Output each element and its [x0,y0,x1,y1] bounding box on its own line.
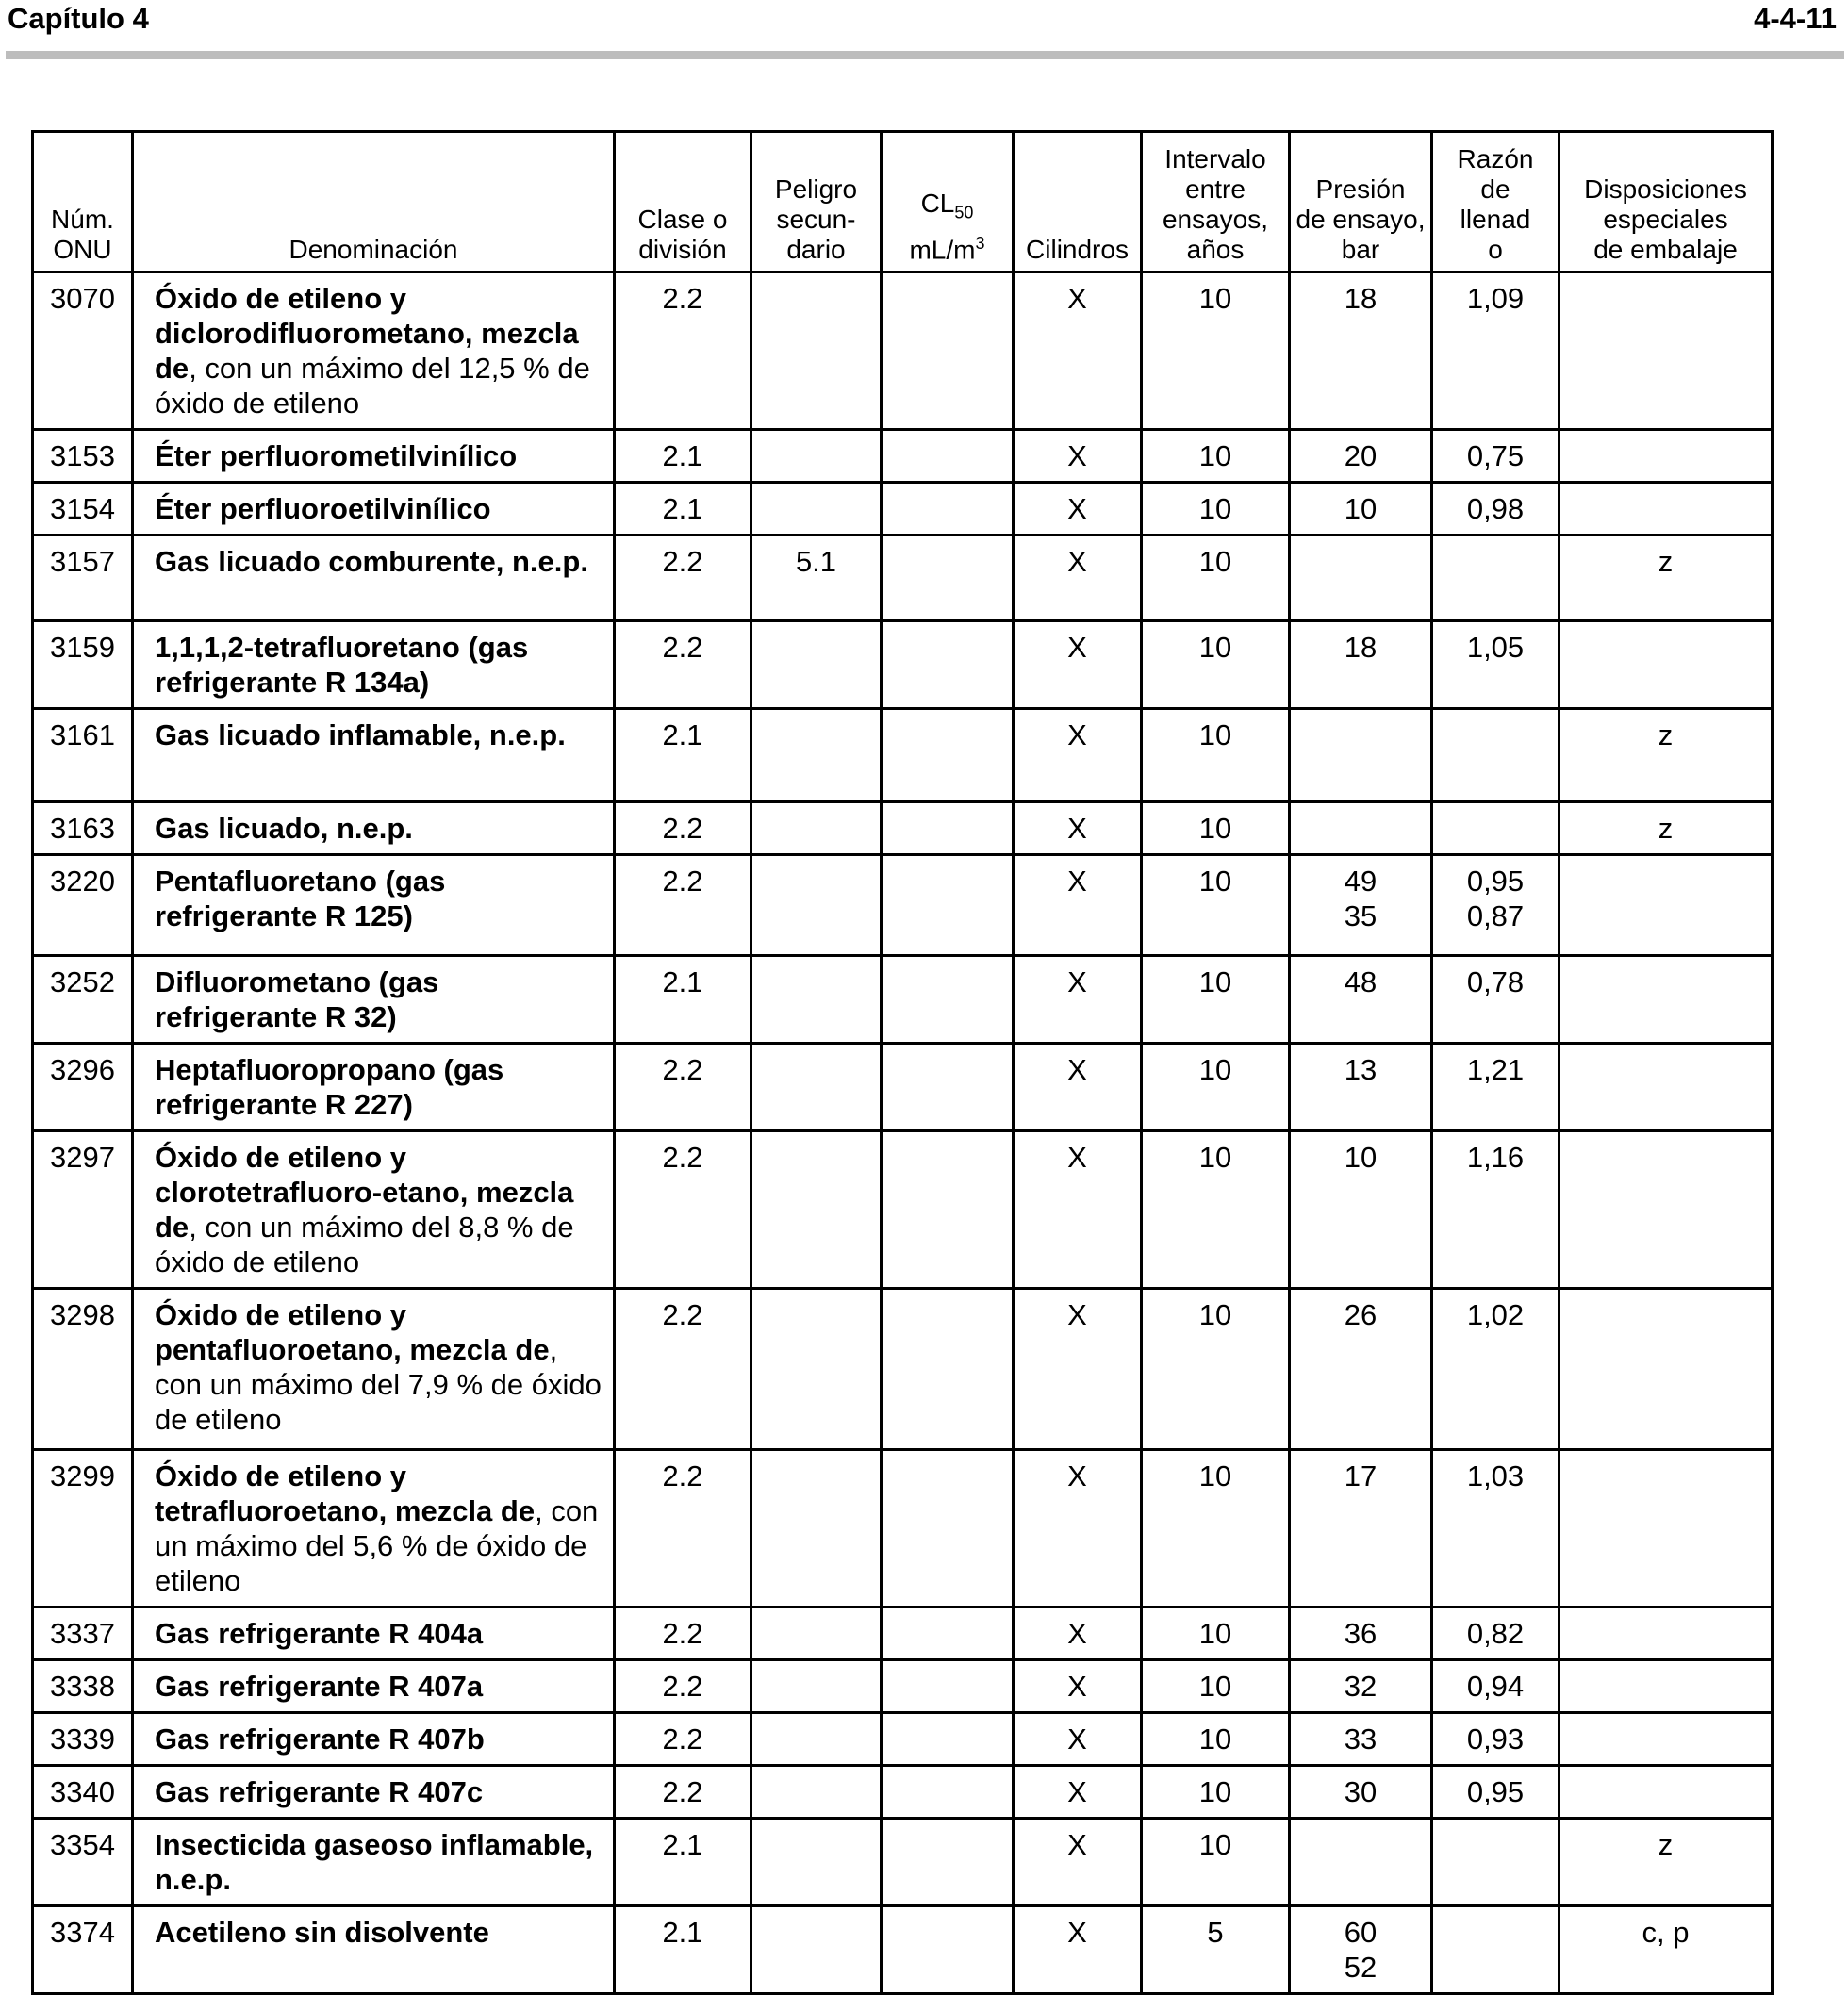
cell-name [133,1713,615,1766]
cell-name [133,621,615,709]
cell-lc50 [882,1450,1014,1608]
cell-filling-ratio [1432,956,1559,1044]
cell-lc50 [882,1906,1014,1994]
cell-sub-risk [751,956,882,1044]
cell-name-bold: Gas refrigerante R 404a [155,1617,484,1650]
cell-sub-risk: 5.1 [751,536,882,621]
cell-class: 2.1 [615,430,751,483]
cell-un-number: 3374 [33,1906,133,1994]
cell-sub-risk [751,802,882,855]
table-row [33,1713,1773,1766]
cell-name-bold: Gas licuado inflamable, n.e.p. [155,718,566,751]
cell-cylinders: X [1014,1713,1142,1766]
ratio-value: 0,82 [1466,1617,1525,1650]
cell-name-bold: Gas refrigerante R 407a [155,1670,484,1703]
cell-cylinders: X [1014,1660,1142,1713]
cell-special-provisions [1559,1044,1773,1131]
cell-un-number: 3298 [33,1289,133,1450]
cell-cylinders: X [1014,621,1142,709]
cell-cylinders: X [1014,956,1142,1044]
cell-test-period: 10 [1142,536,1290,621]
table-header-row [33,132,1773,272]
cell-filling-ratio [1432,802,1559,855]
cell-test-pressure [1290,956,1432,1044]
header-divider [6,51,1844,59]
cell-class: 2.2 [615,1044,751,1131]
cell-sub-risk [751,1131,882,1289]
cell-name-bold: Óxido de etileno y clorotetrafluoro-etano, mezcla de [155,1141,574,1244]
cell-sub-risk [751,272,882,430]
pressure-value: 17 [1344,1459,1378,1492]
cell-un-number: 3337 [33,1608,133,1660]
cell-cylinders: X [1014,272,1142,430]
cell-cylinders: X [1014,709,1142,802]
cell-name [133,430,615,483]
table-row [33,1766,1773,1819]
cell-test-pressure [1290,1713,1432,1766]
pressure-value: 10 [1344,1141,1378,1174]
cell-name [133,709,615,802]
cell-filling-ratio [1432,621,1559,709]
cell-special-provisions [1559,855,1773,956]
col-header-un: Núm. ONU [33,132,133,272]
cell-test-period: 5 [1142,1906,1290,1994]
cell-cylinders: X [1014,1906,1142,1994]
table-row [33,536,1773,621]
cell-cylinders: X [1014,483,1142,536]
cell-lc50 [882,1289,1014,1450]
cell-cylinders: X [1014,1608,1142,1660]
cell-test-pressure [1290,802,1432,855]
cell-special-provisions [1559,1660,1773,1713]
cell-class: 2.1 [615,483,751,536]
cell-name [133,483,615,536]
cell-test-pressure [1290,1289,1432,1450]
ratio-value: 1,02 [1466,1298,1525,1331]
pressure-value: 18 [1344,282,1378,315]
cell-name [133,536,615,621]
table-row [33,1289,1773,1450]
table-row [33,483,1773,536]
cell-name [133,1044,615,1131]
cell-test-pressure [1290,855,1432,956]
cell-lc50 [882,1713,1014,1766]
cell-class: 2.2 [615,802,751,855]
pressure-value: 33 [1344,1723,1378,1756]
cell-test-period: 10 [1142,272,1290,430]
cell-lc50 [882,1660,1014,1713]
cell-sub-risk [751,1906,882,1994]
cell-special-provisions [1559,1608,1773,1660]
col-header-name: Denominación [133,132,615,272]
cell-special-provisions [1559,621,1773,709]
cell-un-number: 3154 [33,483,133,536]
pressure-value: 36 [1344,1617,1378,1650]
cell-cylinders: X [1014,1766,1142,1819]
cell-cylinders: X [1014,1819,1142,1906]
table-row [33,1044,1773,1131]
cell-un-number: 3252 [33,956,133,1044]
cell-special-provisions: c, p [1559,1906,1773,1994]
cell-un-number: 3296 [33,1044,133,1131]
ratio-value: 1,03 [1466,1459,1525,1492]
cell-sub-risk [751,1819,882,1906]
cell-test-period: 10 [1142,430,1290,483]
cell-name [133,956,615,1044]
ratio-value: 1,16 [1466,1141,1525,1174]
ratio-value: 0,95 [1466,865,1525,898]
cell-sub-risk [751,1044,882,1131]
cell-class: 2.2 [615,1608,751,1660]
cell-special-provisions [1559,1131,1773,1289]
cell-test-period: 10 [1142,855,1290,956]
cell-filling-ratio [1432,709,1559,802]
cell-class: 2.2 [615,1766,751,1819]
cell-un-number: 3159 [33,621,133,709]
cell-lc50 [882,1608,1014,1660]
cell-filling-ratio [1432,272,1559,430]
cell-name-bold: Gas licuado comburente, n.e.p. [155,545,588,578]
cell-class: 2.2 [615,1713,751,1766]
cell-cylinders: X [1014,1044,1142,1131]
cell-filling-ratio [1432,536,1559,621]
cell-lc50 [882,621,1014,709]
cell-name [133,1660,615,1713]
cell-class: 2.1 [615,1906,751,1994]
cell-name [133,802,615,855]
cell-special-provisions [1559,1713,1773,1766]
cell-un-number: 3163 [33,802,133,855]
cell-sub-risk [751,709,882,802]
col-header-test-period: Intervalo entre ensayos, años [1142,132,1290,272]
cell-test-period: 10 [1142,1713,1290,1766]
cell-special-provisions: z [1559,1819,1773,1906]
table-row [33,1906,1773,1994]
cell-class: 2.2 [615,621,751,709]
cell-un-number: 3339 [33,1713,133,1766]
cell-sub-risk [751,1713,882,1766]
cell-name-rest: , con un máximo del 12,5 % de óxido de etileno [155,352,590,420]
cell-sub-risk [751,1608,882,1660]
cell-test-period: 10 [1142,956,1290,1044]
ratio-value: 0,95 [1466,1775,1525,1808]
cell-name-bold: Insecticida gaseoso inflamable, n.e.p. [155,1828,594,1896]
cell-filling-ratio [1432,430,1559,483]
cell-test-pressure [1290,1044,1432,1131]
cell-cylinders: X [1014,1450,1142,1608]
pressure-value: 20 [1344,439,1378,472]
ratio-value: 0,93 [1466,1723,1525,1756]
cell-sub-risk [751,1660,882,1713]
cell-special-provisions: z [1559,709,1773,802]
cell-sub-risk [751,1766,882,1819]
cell-lc50 [882,855,1014,956]
cell-special-provisions [1559,956,1773,1044]
col-header-class: Clase o división [615,132,751,272]
cell-filling-ratio [1432,1044,1559,1131]
cell-cylinders: X [1014,855,1142,956]
table-body [33,272,1773,1994]
cell-test-period: 10 [1142,1819,1290,1906]
cell-test-pressure [1290,483,1432,536]
cell-special-provisions [1559,1766,1773,1819]
cell-test-period: 10 [1142,802,1290,855]
ratio-value: 0,98 [1466,492,1525,525]
cell-un-number: 3157 [33,536,133,621]
ratio-value: 1,09 [1466,282,1525,315]
cell-name-bold: Acetileno sin disolvente [155,1916,489,1949]
cell-filling-ratio [1432,1766,1559,1819]
cell-test-pressure [1290,430,1432,483]
cell-special-provisions [1559,430,1773,483]
cell-cylinders: X [1014,802,1142,855]
cell-test-pressure [1290,1819,1432,1906]
cell-un-number: 3297 [33,1131,133,1289]
cell-name [133,1608,615,1660]
cell-test-pressure [1290,1906,1432,1994]
cell-test-period: 10 [1142,1660,1290,1713]
cell-filling-ratio [1432,1289,1559,1450]
pressure-value: 49 [1344,865,1378,898]
cell-sub-risk [751,1450,882,1608]
cell-name-rest: , con un máximo del 5,6 % de óxido de etileno [155,1494,599,1597]
table-row [33,1819,1773,1906]
cell-name-bold: Difluorometano (gas refrigerante R 32) [155,965,439,1033]
gas-packing-table [31,130,1774,1995]
page-number: 4-4-11 [1754,2,1837,35]
chapter-title: Capítulo 4 [8,2,149,35]
ratio-value: 1,21 [1466,1053,1525,1086]
cell-test-pressure [1290,1131,1432,1289]
ratio-value: 0,87 [1466,899,1525,932]
cell-name [133,272,615,430]
cell-lc50 [882,430,1014,483]
cell-test-pressure [1290,536,1432,621]
cell-test-period: 10 [1142,1289,1290,1450]
table-row [33,709,1773,802]
cell-test-pressure [1290,1608,1432,1660]
ratio-value: 0,75 [1466,439,1525,472]
cell-test-period: 10 [1142,483,1290,536]
cell-lc50 [882,802,1014,855]
cell-test-period: 10 [1142,621,1290,709]
cell-cylinders: X [1014,430,1142,483]
cell-name-bold: Éter perfluorometilvinílico [155,439,518,472]
cell-name [133,1766,615,1819]
cell-un-number: 3354 [33,1819,133,1906]
cell-name-rest: , con un máximo del 8,8 % de óxido de etileno [155,1211,574,1278]
cell-un-number: 3070 [33,272,133,430]
col-header-sub-risk: Peligro secun- dario [751,132,882,272]
cell-test-pressure [1290,1660,1432,1713]
cell-test-period: 10 [1142,1044,1290,1131]
cell-lc50 [882,1819,1014,1906]
cell-class: 2.1 [615,1819,751,1906]
cell-name-bold: 1,1,1,2-tetrafluoretano (gas refrigerante R 134a) [155,631,529,699]
cell-sub-risk [751,430,882,483]
table-row [33,855,1773,956]
pressure-value: 52 [1344,1951,1378,1984]
cell-filling-ratio [1432,1713,1559,1766]
col-header-test-pressure: Presión de ensayo, bar [1290,132,1432,272]
cell-name-rest: , con un máximo del 7,9 % de óxido de etileno [155,1333,602,1436]
cell-un-number: 3338 [33,1660,133,1713]
pressure-value: 18 [1344,631,1378,664]
col-header-filling-ratio: Razón de llenad o [1432,132,1559,272]
ratio-value: 0,94 [1466,1670,1525,1703]
pressure-value: 26 [1344,1298,1378,1331]
cell-lc50 [882,709,1014,802]
table-row [33,956,1773,1044]
cell-test-pressure [1290,1766,1432,1819]
cell-filling-ratio [1432,1608,1559,1660]
cell-test-pressure [1290,709,1432,802]
cell-name [133,1819,615,1906]
cell-class: 2.1 [615,709,751,802]
cell-class: 2.2 [615,536,751,621]
cell-class: 2.2 [615,1450,751,1608]
cell-class: 2.2 [615,855,751,956]
cell-filling-ratio [1432,1131,1559,1289]
cell-sub-risk [751,621,882,709]
cell-special-provisions [1559,272,1773,430]
table-row [33,621,1773,709]
cell-lc50 [882,483,1014,536]
cell-name [133,1906,615,1994]
cell-un-number: 3161 [33,709,133,802]
pressure-value: 35 [1344,899,1378,932]
cell-name-bold: Gas refrigerante R 407b [155,1723,485,1756]
cell-sub-risk [751,1289,882,1450]
cell-cylinders: X [1014,1131,1142,1289]
pressure-value: 10 [1344,492,1378,525]
cell-name [133,855,615,956]
ratio-value: 1,05 [1466,631,1525,664]
cell-test-period: 10 [1142,1608,1290,1660]
cell-lc50 [882,536,1014,621]
table-row [33,1608,1773,1660]
cell-special-provisions: z [1559,802,1773,855]
table-row [33,1131,1773,1289]
col-header-lc50: $CL_{50}$ $mL/m^3$ [882,132,1014,272]
cell-class: 2.2 [615,272,751,430]
cell-name [133,1289,615,1450]
table-row [33,430,1773,483]
cell-test-pressure [1290,272,1432,430]
pressure-value: 60 [1344,1916,1378,1949]
cell-test-period: 10 [1142,1131,1290,1289]
cell-name-bold: Óxido de etileno y tetrafluoroetano, mezcla de [155,1459,536,1527]
cell-special-provisions: z [1559,536,1773,621]
cell-name-bold: Óxido de etileno y pentafluoroetano, mezcla de [155,1298,550,1366]
cell-cylinders: X [1014,536,1142,621]
col-header-special-provisions: Disposiciones especiales de embalaje [1559,132,1773,272]
cell-name-bold: Heptafluoropropano (gas refrigerante R 227) [155,1053,504,1121]
cell-lc50 [882,1766,1014,1819]
page-header [0,0,1848,58]
cell-lc50 [882,1044,1014,1131]
cell-name [133,1131,615,1289]
pressure-value: 13 [1344,1053,1378,1086]
cell-un-number: 3220 [33,855,133,956]
cell-name-bold: Gas licuado, n.e.p. [155,812,413,845]
cell-test-period: 10 [1142,709,1290,802]
cell-special-provisions [1559,1450,1773,1608]
cell-test-pressure [1290,1450,1432,1608]
cell-lc50 [882,272,1014,430]
cell-name-bold: Gas refrigerante R 407c [155,1775,484,1808]
cell-special-provisions [1559,483,1773,536]
table-row [33,1450,1773,1608]
cell-filling-ratio [1432,1819,1559,1906]
cell-test-pressure [1290,621,1432,709]
cell-test-period: 10 [1142,1766,1290,1819]
cell-name-bold: Éter perfluoroetilvinílico [155,492,491,525]
ratio-value: 0,78 [1466,965,1525,998]
cell-filling-ratio [1432,1450,1559,1608]
table-row [33,272,1773,430]
cell-un-number: 3299 [33,1450,133,1608]
pressure-value: 32 [1344,1670,1378,1703]
cell-class: 2.1 [615,956,751,1044]
cell-lc50 [882,1131,1014,1289]
cell-special-provisions [1559,1289,1773,1450]
table-row [33,802,1773,855]
cell-class: 2.2 [615,1660,751,1713]
cell-name-bold: Óxido de etileno y diclorodifluorometano, mezcla de [155,282,579,385]
col-header-cylinders: Cilindros [1014,132,1142,272]
table-row [33,1660,1773,1713]
cell-un-number: 3340 [33,1766,133,1819]
pressure-value: 30 [1344,1775,1378,1808]
cell-filling-ratio [1432,483,1559,536]
cell-lc50 [882,956,1014,1044]
cell-filling-ratio [1432,1660,1559,1713]
cell-class: 2.2 [615,1131,751,1289]
cell-sub-risk [751,483,882,536]
cell-filling-ratio [1432,1906,1559,1994]
pressure-value: 48 [1344,965,1378,998]
cell-cylinders: X [1014,1289,1142,1450]
cell-sub-risk [751,855,882,956]
cell-name [133,1450,615,1608]
cell-name-bold: Pentafluoretano (gas refrigerante R 125) [155,865,446,932]
cell-test-period: 10 [1142,1450,1290,1608]
cell-un-number: 3153 [33,430,133,483]
cell-class: 2.2 [615,1289,751,1450]
cell-filling-ratio [1432,855,1559,956]
